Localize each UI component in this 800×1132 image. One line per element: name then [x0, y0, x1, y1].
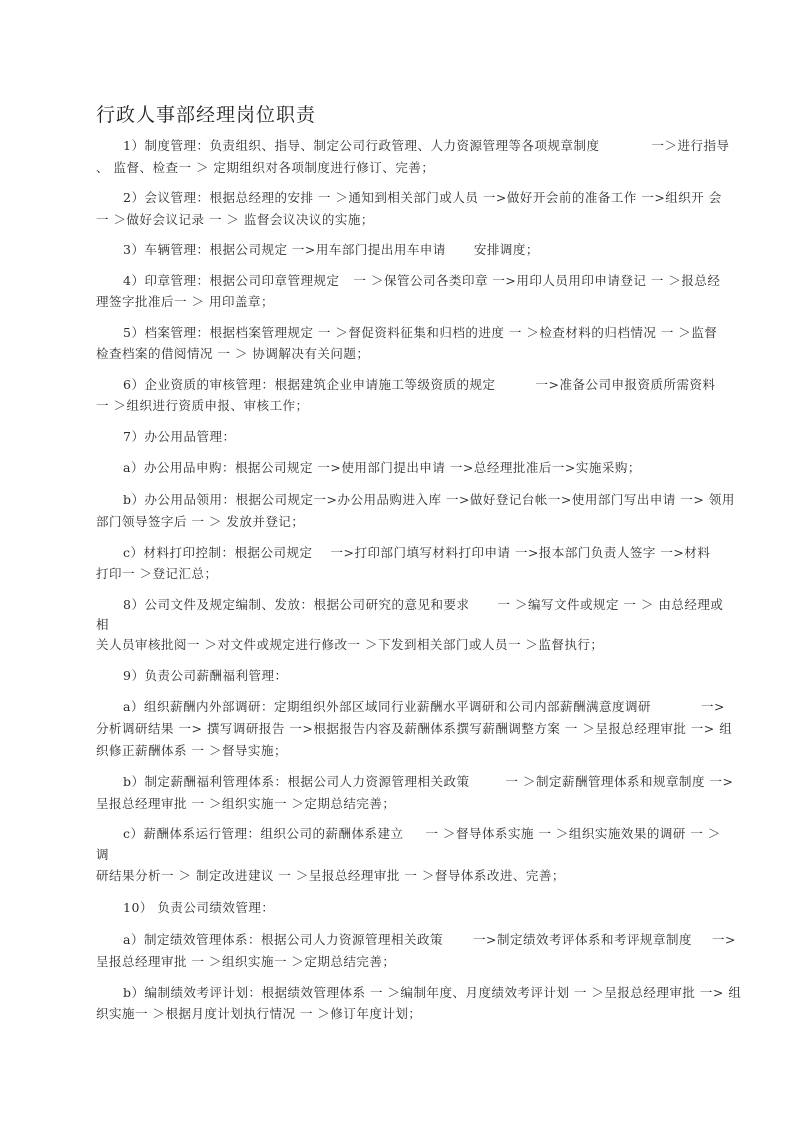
line-31: a）制定绩效管理体系：根据公司人力资源管理相关政策 一>制定绩效考评体系和考评规章制度 一>	[123, 932, 736, 947]
line-12: 7）办公用品管理：	[123, 429, 236, 444]
line-13: a）办公用品申购：根据公司规定 一>使用部门提出申请 一>总经理批准后一>实施采购；	[123, 460, 641, 475]
line-14: b）办公用品领用：根据公司规定一>办公用品购进入库 一>做好登记台帐一>使用部门写出申请 一> 领用	[123, 492, 735, 507]
line-22: a）组织薪酬内外部调研：定期组织外部区域同行业薪酬水平调研和公司内部薪酬满意度调研 一>	[123, 699, 725, 714]
line-6: 4）印章管理：根据公司印章管理规定 一 ＞保管公司各类印章 一>用印人员用印申请登记 一 ＞报总经	[123, 273, 721, 288]
line-11: 一 ＞组织进行资质申报、审核工作；	[96, 398, 309, 413]
document-title: 行政人事部经理岗位职责	[96, 104, 317, 126]
line-21: 9）负责公司薪酬福利管理：	[123, 668, 288, 683]
line-20: 关人员审核批阅一 ＞对文件或规定进行修改一 ＞下发到相关部门或人员一 ＞监督执行；	[96, 637, 604, 652]
line-34: 织实施一 ＞根据月度计划执行情况 一 ＞修订年度计划；	[96, 1006, 422, 1021]
line-23: 分析调研结果 一> 撰写调研报告 一>根据报告内容及薪酬体系撰写薪酬调整方案 一 ＞呈报总经理审批 一> 组	[96, 721, 733, 736]
line-26: 呈报总经理审批 一 ＞组织实施一 ＞定期总结完善；	[96, 796, 396, 811]
line-25: b）制定薪酬福利管理体系：根据公司人力资源管理相关政策 一 ＞制定薪酬管理体系和规章制度 一>	[123, 774, 734, 789]
line-24: 织修正薪酬体系 一 ＞督导实施；	[96, 743, 287, 758]
line-18: 8）公司文件及规定编制、发放：根据公司研究的意见和要求 一 ＞编写文件或规定 一 ＞ 由总经理或	[123, 597, 724, 612]
line-4: 一 ＞做好会议记录 一 ＞ 监督会议决议的实施；	[96, 212, 374, 227]
line-2: 、 监督、检查一 ＞ 定期组织对各项制度进行修订、完善；	[96, 160, 435, 175]
line-8: 5）档案管理：根据档案管理规定 一 ＞督促资料征集和归档的进度 一 ＞检查材料的归档情况 一 ＞监督	[123, 325, 718, 340]
line-29: 研结果分析一 ＞ 制定改进建议 一 ＞呈报总经理审批 一 ＞督导体系改进、完善；	[96, 868, 565, 883]
line-32: 呈报总经理审批 一 ＞组织实施一 ＞定期总结完善；	[96, 954, 396, 969]
line-17: 打印一 ＞登记汇总；	[96, 566, 218, 581]
line-1: 1）制度管理：负责组织、指导、制定公司行政管理、人力资源管理等各项规章制度 一＞进行指导	[123, 138, 730, 153]
line-19: 相	[96, 617, 110, 632]
line-27: c）薪酬体系运行管理：组织公司的薪酬体系建立 一 ＞督导体系实施 一 ＞组织实施效果的调研 一 ＞	[123, 826, 721, 841]
line-7: 理签字批准后一 ＞ 用印盖章；	[96, 294, 274, 309]
line-3: 2）会议管理：根据总经理的安排 一 ＞通知到相关部门或人员 一>做好开会前的准备工作 一>组织开 会	[123, 190, 722, 205]
line-9: 检查档案的借阅情况 一 ＞ 协调解决有关问题；	[96, 346, 370, 361]
line-30: 10） 负责公司绩效管理：	[123, 900, 275, 915]
line-16: c）材料打印控制：根据公司规定 一>打印部门填写材料打印申请 一>报本部门负责人签字 一>材料	[123, 545, 711, 560]
line-10: 6）企业资质的审核管理：根据建筑企业申请施工等级资质的规定 一>准备公司申报资质所需资料	[123, 377, 716, 392]
line-28: 调	[96, 847, 110, 862]
line-5: 3）车辆管理：根据公司规定 一>用车部门提出用车申请 安排调度；	[123, 242, 539, 257]
line-33: b）编制绩效考评计划：根据绩效管理体系 一 ＞编制年度、月度绩效考评计划 一 ＞呈报总经理审批 一> 组	[123, 985, 742, 1000]
line-15: 部门领导签字后 一 ＞ 发放并登记；	[96, 514, 305, 529]
